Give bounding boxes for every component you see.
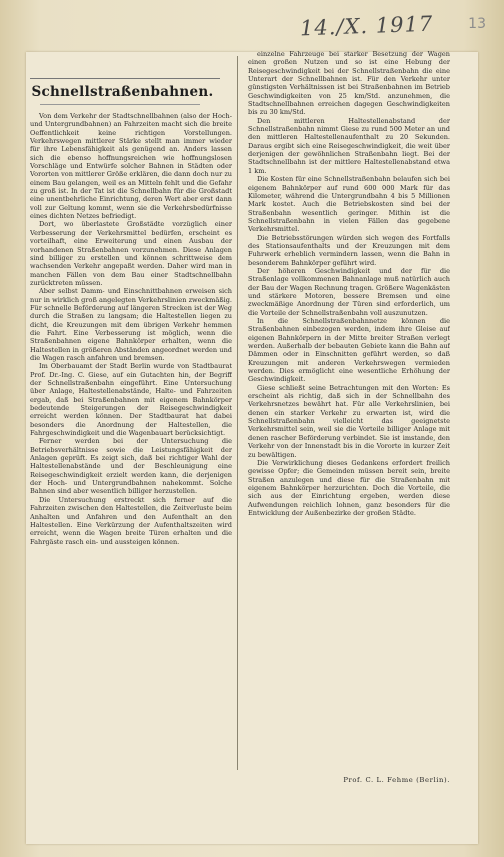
article-paragraph: Die Betriebsstörungen würden sich wegen des Fortfalls des Stationsaufenthalts und der Kreuzungen mit dem Fuhrwerk erheblich vermindern lassen, wenn die Bahn in besonderem Bahnkörper geführt wird. xyxy=(248,233,450,267)
article-paragraph: In die Schnellstraßenbahnnetze können die Straßenbahnen einbezogen werden, indem ihre Gleise auf eigenen Bahnkörpern in der Mitte breiter Straßen verlegt werden. Außerhalb der bebauten Gebiete kann die Bahn auf Dämmen oder in Einschnitten geführt werden, so daß Kreuzungen mit anderen Verkehrswegen vermieden werden. Dies ermöglicht eine wesentliche Erhöhung der Geschwindigkeit. xyxy=(248,317,450,384)
title-rule xyxy=(40,104,200,105)
handwritten-date: 14./X. 1917 xyxy=(299,11,434,41)
article-paragraph: Giese schließt seine Betrachtungen mit den Worten: Es erscheint als richtig, daß sich in der Schnellbahn des Verkehrsnetzes bewährt hat. Für alle Verkehrslinien, bei denen ein starker Verkehr zu erwarten ist, wird die Schnellstraßenbahn vielleicht das geeignetste Verkehrsmittel sein, weil sie die Vorteile billiger Anlage mit denen rascher Beförderung verbindet. Sie ist imstande, den Verkehr von der Innenstadt bis in die Vororte in kurzer Zeit zu bewältigen. xyxy=(248,383,450,459)
column-divider xyxy=(237,56,238,770)
article-paragraph: Die Kosten für eine Schnellstraßenbahn belaufen sich bei eigenem Bahnkörper auf rund 600 000 Mark für das Kilometer, während die Untergrundbahn 4 bis 5 Millionen Mark kostet. Auch die Betriebskosten sind bei der Straßenbahn wesentlich geringer. Mithin ist die Schnellstraßenbahn in vielen Fällen das gegebene Verkehrsmittel. xyxy=(248,175,450,234)
article-paragraph: Den mittleren Haltestellenabstand der Schnellstraßenbahn nimmt Giese zu rund 500 Meter an und den mittleren Haltestellenaufenthalt zu 20 Sekunden. Daraus ergibt sich eine Reisegeschwindigkeit, die weit über derjenigen der gewöhnlichen Straßenbahn liegt. Bei der Stadtschnellbahn ist der mittlere Haltestellenabstand etwa 1 km. xyxy=(248,116,450,175)
article-paragraph: Aber selbst Damm- und Einschnittbahnen erweisen sich nur in wirklich groß angelegten Verkehrslinien zweckmäßig. Für schnelle Beförderung auf längeren Strecken ist der Weg durch die Straßen zu langsam; die Haltestellen liegen zu dicht, die Kreuzungen mit dem übrigen Verkehr hemmen die Fahrt. Eine Verbesserung ist möglich, wenn die Straßenbahnen eigene Bahnkörper erhalten, wenn die Haltestellen in größeren Abständen angeordnet werden und die Wagen rasch anfahren und bremsen. xyxy=(30,287,232,362)
article-paragraph: einzelne Fahrzeuge bei starker Besetzung der Wagen einen großen Nutzen und so ist eine Hebung der Reisegeschwindigkeit bei der Schnellstraßenbahn die eine Unterart der Schnellbahnen ist. Für den Verkehr unter günstigsten Verhältnissen ist bei Straßenbahnen im Betrieb Geschwindigkeiten von 25 km/Std. anzunehmen, die Stadtschnellbahnen erreichen dagegen Geschwindigkeiten bis zu 30 km/Std. xyxy=(248,50,450,117)
article-paragraph: Im Oberbauamt der Stadt Berlin wurde von Stadtbaurat Prof. Dr.-Ing. C. Giese, auf ein Gutachten hin, der Begriff der Schnellstraßenbahn eingeführt. Eine Untersuchung über Anlage, Haltestellenabstände, Halte- und Fahrzeiten ergab, daß bei Straßenbahnen mit eigenem Bahnkörper bedeutende Steigerungen der Reisegeschwindigkeit erreicht werden können. Der Stadtbaurat hat dabei besonders die Anordnung der Haltestellen, die Fahrgeschwindigkeit und die Wagenbauart berücksichtigt. xyxy=(30,362,232,438)
article-paragraph: Von dem Verkehr der Stadtschnellbahnen (also der Hoch- und Untergrundbahnen) an Fahrzeiten macht sich die breite Oeffentlichkeit keine richtigen Vorstellungen. Verkehrswegen mittlerer Stärke stellt man immer wieder für ihre Lebensfähigkeit als genügend an. Anders lassen sich die ebenso hoffnungsreichen wie hoffnungslosen Vorschläge und Entwürfe solcher Bahnen in Städten oder Vororten von mittlerer Größe erklären, die dann doch nur zu einem Bau gelangen, weil es an Mitteln fehlt und die Gefahr zu groß ist. In der Tat ist die Schnellbahn für die Großstadt eine unentbehrliche Einrichtung, deren Wert aber erst dann voll zur Geltung kommt, wenn sie die Verkehrsbedürfnisse eines dichten Netzes befriedigt. xyxy=(30,112,232,221)
article-paragraph: Dort, wo überlastete Großstädte vorzüglich einer Verbesserung der Verkehrsmittel bedürfen, erscheint es vorteilhaft, eine Erweiterung und einen Ausbau der vorhandenen Straßenbahnen vorzunehmen. Diese Anlagen sind billiger zu erstellen und können schrittweise dem wachsenden Verkehr angepaßt werden. Daher wird man in manchen Fällen von dem Bau einer Stadtschnellbahn zurücktreten müssen. xyxy=(30,220,232,287)
right-column xyxy=(248,50,450,770)
page-mark: 13 xyxy=(468,16,486,32)
author-signature: Prof. C. L. Fehme (Berlin). xyxy=(343,776,450,784)
article-paragraph: Der höheren Geschwindigkeit und der für die Straßenlage vollkommenen Bahnanlage muß natürlich auch der Bau der Wagen Rechnung tragen. Größere Wagenkästen und stärkere Motoren, bessere Bremsen und eine zweckmäßige Anordnung der Türen sind erforderlich, um die Vorteile der Schnellstraßenbahn voll auszunutzen. xyxy=(248,266,450,317)
left-column xyxy=(30,112,232,772)
top-rule xyxy=(30,78,220,79)
article-title: Schnellstraßenbahnen. xyxy=(31,84,214,100)
article-paragraph: Die Verwirklichung dieses Gedankens erfordert freilich gewisse Opfer; die Gemeinden müssen bereit sein, breite Straßen anzulegen und diese für die Straßenbahn mit eigenem Bahnkörper herzurichten. Doch die Vorteile, die sich aus der Einrichtung ergeben, werden diese Aufwendungen reichlich lohnen, ganz besonders für die Entwicklung der Außenbezirke der großen Städte. xyxy=(248,458,450,517)
article-paragraph: Die Untersuchung erstreckt sich ferner auf die Fahrzeiten zwischen den Haltestellen, die Zeitverluste beim Anhalten und Anfahren und den Aufenthalt an den Haltestellen. Eine Verkürzung der Aufenthaltszeiten wird erreicht, wenn die Wagen breite Türen erhalten und die Fahrgäste rasch ein- und aussteigen können. xyxy=(30,495,232,546)
article-paragraph: Ferner werden bei der Untersuchung die Betriebsverhältnisse sowie die Leistungsfähigkeit der Anlagen geprüft. Es zeigt sich, daß bei richtiger Wahl der Haltestellenabstände und der Beschleunigung eine Reisegeschwindigkeit erzielt werden kann, die derjenigen der Hoch- und Untergrundbahnen nahekommt. Solche Bahnen sind aber wesentlich billiger herzustellen. xyxy=(30,437,232,496)
